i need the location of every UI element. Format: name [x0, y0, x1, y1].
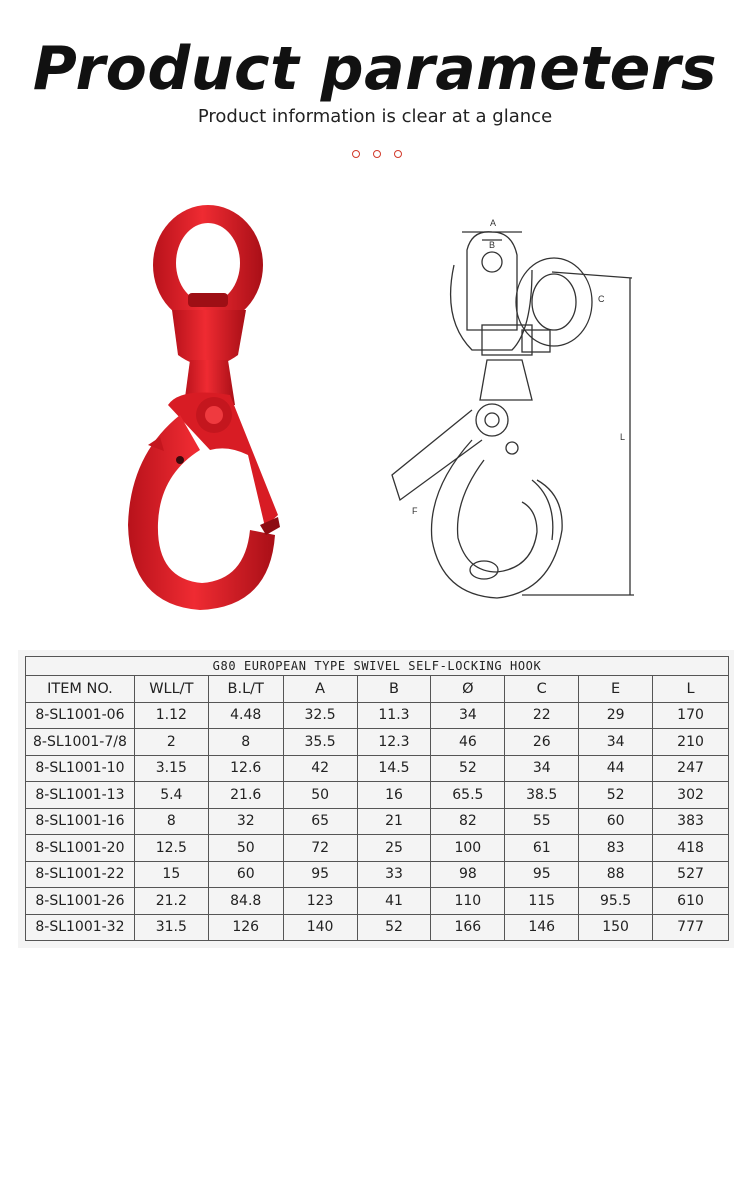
- table-row: [26, 729, 729, 756]
- spec-table: [25, 656, 729, 941]
- table-cell: 60: [208, 861, 283, 888]
- table-cell: 302: [653, 782, 729, 809]
- table-cell: 115: [505, 888, 579, 915]
- table-cell: 777: [653, 914, 729, 941]
- dimension-drawing: [372, 210, 642, 610]
- table-cell: 38.5: [505, 782, 579, 809]
- table-cell: 61: [505, 835, 579, 862]
- table-cell: 15: [134, 861, 208, 888]
- table-caption: G80 EUROPEAN TYPE SWIVEL SELF-LOCKING HOOK: [26, 657, 729, 676]
- table-cell: 25: [357, 835, 431, 862]
- table-cell: 95: [505, 861, 579, 888]
- table-row: [26, 808, 729, 835]
- table-cell: 98: [431, 861, 505, 888]
- table-row: [26, 835, 729, 862]
- svg-text:A: A: [490, 218, 497, 228]
- col-header-c: C: [505, 676, 579, 703]
- table-cell: 126: [208, 914, 283, 941]
- table-cell: 110: [431, 888, 505, 915]
- table-cell: 3.15: [134, 755, 208, 782]
- table-cell: 8-SL1001-16: [26, 808, 135, 835]
- table-cell: 21.2: [134, 888, 208, 915]
- table-cell: 418: [653, 835, 729, 862]
- table-cell: 8-SL1001-10: [26, 755, 135, 782]
- table-cell: 32.5: [283, 702, 357, 729]
- col-header-wll: WLL/T: [134, 676, 208, 703]
- table-cell: 5.4: [134, 782, 208, 809]
- table-cell: 170: [653, 702, 729, 729]
- svg-text:L: L: [620, 432, 626, 442]
- table-cell: 60: [579, 808, 653, 835]
- table-cell: 8-SL1001-20: [26, 835, 135, 862]
- page-subtitle: Product information is clear at a glance: [197, 106, 553, 127]
- table-cell: 1.12: [134, 702, 208, 729]
- table-cell: 146: [505, 914, 579, 941]
- table-cell: 21: [357, 808, 431, 835]
- table-cell: 55: [505, 808, 579, 835]
- col-header-b: B: [357, 676, 431, 703]
- table-cell: 44: [579, 755, 653, 782]
- table-cell: 8-SL1001-7/8: [26, 729, 135, 756]
- table-cell: 16: [357, 782, 431, 809]
- table-cell: 21.6: [208, 782, 283, 809]
- table-cell: 41: [357, 888, 431, 915]
- svg-text:F: F: [412, 506, 418, 516]
- table-cell: 95.5: [579, 888, 653, 915]
- table-cell: 65.5: [431, 782, 505, 809]
- table-cell: 88: [579, 861, 653, 888]
- col-header-diameter: Ø: [431, 676, 505, 703]
- table-row: [26, 702, 729, 729]
- table-header-row: [26, 676, 729, 703]
- table-cell: 383: [653, 808, 729, 835]
- table-cell: 8-SL1001-22: [26, 861, 135, 888]
- table-cell: 14.5: [357, 755, 431, 782]
- table-cell: 8-SL1001-26: [26, 888, 135, 915]
- table-cell: 8-SL1001-13: [26, 782, 135, 809]
- col-header-bl: B.L/T: [208, 676, 283, 703]
- table-row: [26, 861, 729, 888]
- table-cell: 12.3: [357, 729, 431, 756]
- col-header-e: E: [579, 676, 653, 703]
- table-cell: 12.5: [134, 835, 208, 862]
- table-cell: 34: [431, 702, 505, 729]
- page-title: Product parameters: [32, 34, 718, 104]
- table-cell: 8: [134, 808, 208, 835]
- table-row: [26, 755, 729, 782]
- dot-icon: [373, 150, 381, 158]
- table-cell: 12.6: [208, 755, 283, 782]
- table-cell: 123: [283, 888, 357, 915]
- table-cell: 34: [579, 729, 653, 756]
- table-row: [26, 888, 729, 915]
- table-cell: 42: [283, 755, 357, 782]
- svg-text:C: C: [598, 294, 605, 304]
- col-header-item-no: ITEM NO.: [26, 676, 135, 703]
- table-cell: 72: [283, 835, 357, 862]
- table-cell: 33: [357, 861, 431, 888]
- table-cell: 32: [208, 808, 283, 835]
- table-cell: 247: [653, 755, 729, 782]
- table-row: [26, 914, 729, 941]
- table-cell: 34: [505, 755, 579, 782]
- col-header-l: L: [653, 676, 729, 703]
- table-cell: 11.3: [357, 702, 431, 729]
- spec-table-panel: [18, 650, 734, 948]
- table-cell: 35.5: [283, 729, 357, 756]
- table-cell: 210: [653, 729, 729, 756]
- table-cell: 82: [431, 808, 505, 835]
- table-cell: 50: [208, 835, 283, 862]
- svg-text:B: B: [489, 240, 496, 250]
- table-cell: 100: [431, 835, 505, 862]
- table-cell: 22: [505, 702, 579, 729]
- table-cell: 2: [134, 729, 208, 756]
- table-cell: 29: [579, 702, 653, 729]
- table-cell: 50: [283, 782, 357, 809]
- table-cell: 95: [283, 861, 357, 888]
- table-cell: 52: [579, 782, 653, 809]
- table-cell: 8-SL1001-06: [26, 702, 135, 729]
- table-cell: 84.8: [208, 888, 283, 915]
- product-photo: [110, 205, 320, 625]
- table-cell: 527: [653, 861, 729, 888]
- table-cell: 150: [579, 914, 653, 941]
- dot-icon: [394, 150, 402, 158]
- table-cell: 8-SL1001-32: [26, 914, 135, 941]
- dot-icon: [352, 150, 360, 158]
- table-cell: 610: [653, 888, 729, 915]
- table-cell: 52: [431, 755, 505, 782]
- col-header-a: A: [283, 676, 357, 703]
- table-cell: 52: [357, 914, 431, 941]
- table-cell: 65: [283, 808, 357, 835]
- table-cell: 83: [579, 835, 653, 862]
- table-cell: 4.48: [208, 702, 283, 729]
- table-cell: 26: [505, 729, 579, 756]
- table-row: [26, 782, 729, 809]
- decorative-dots: [352, 150, 402, 158]
- table-cell: 140: [283, 914, 357, 941]
- table-cell: 166: [431, 914, 505, 941]
- table-cell: 8: [208, 729, 283, 756]
- table-cell: 31.5: [134, 914, 208, 941]
- table-cell: 46: [431, 729, 505, 756]
